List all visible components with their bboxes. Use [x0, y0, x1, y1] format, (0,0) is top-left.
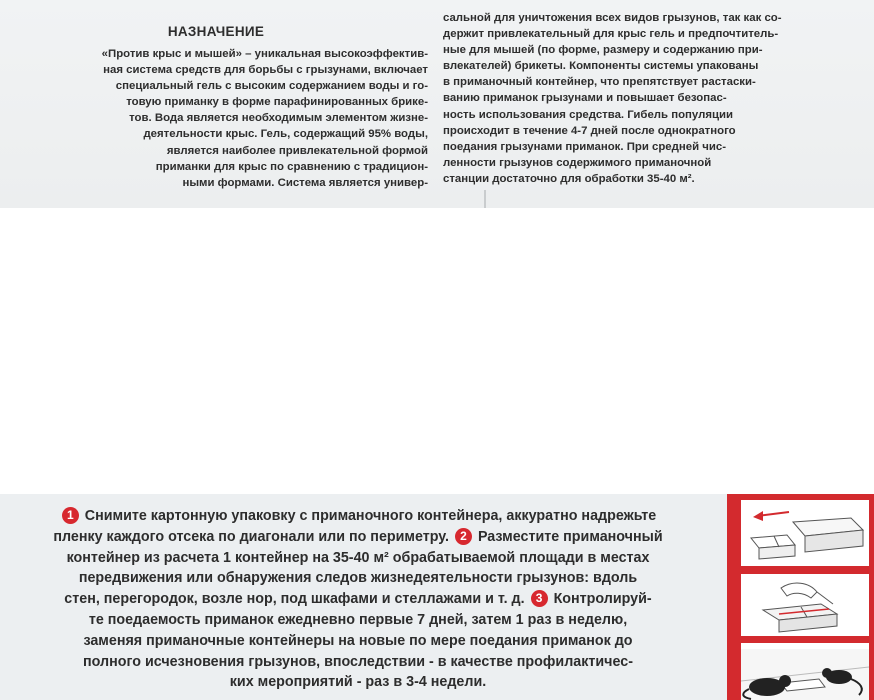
purpose-line: «Против крыс и мышей» – уникальная высокоэффектив- — [101, 48, 428, 60]
purpose-heading: НАЗНАЧЕНИЕ — [167, 24, 265, 39]
purpose-line: деятельности крыс. Гель, содержащий 95% воды, — [143, 128, 428, 141]
purpose-line: в приманочный контейнер, что препятствует растаски- — [443, 76, 756, 89]
hand-cutting-icon — [741, 574, 869, 636]
purpose-right-column — [443, 10, 861, 187]
step-number-badge: 2 — [455, 528, 472, 545]
rats-icon — [741, 643, 869, 700]
purpose-line: происходит в течение 4-7 дней после однократного — [443, 124, 736, 137]
remove-sleeve-illustration — [741, 500, 869, 566]
cut-film-illustration — [741, 574, 869, 636]
purpose-line: товую приманку в форме парафинированных брике- — [126, 96, 428, 109]
purpose-line: держит привлекательный для крыс гель и предпочтитель- — [443, 28, 779, 41]
container-box-icon — [741, 500, 869, 566]
rats-eating-illustration — [741, 643, 869, 700]
instruction-line: те поедаемость приманок ежедневно первые 7 дней, затем 1 раз в неделю, — [88, 611, 628, 628]
purpose-line: ванию приманок грызунами и повышает безопас- — [443, 92, 727, 105]
purpose-line: приманки для крыс по сравнению с традицион- — [155, 160, 428, 173]
instruction-text: Контролируй- — [553, 591, 652, 608]
instruction-line — [0, 506, 716, 527]
instruction-text: стен, перегородок, возле нор, под шкафами и стеллажами и т. д. — [64, 591, 525, 608]
instruction-line: полного исчезновения грызунов, впоследствии - в качестве профилактичес- — [83, 653, 633, 670]
purpose-panel — [0, 0, 874, 208]
step-number-badge: 1 — [62, 507, 79, 524]
instructions-text — [0, 506, 716, 693]
purpose-line: влекателей) брикеты. Компоненты системы упакованы — [443, 60, 759, 73]
purpose-line: ность использования средства. Гибель популяции — [443, 108, 733, 121]
instruction-text: пленку каждого отсека по диагонали или по периметру. — [53, 528, 449, 545]
instruction-line — [0, 527, 716, 548]
purpose-line: ленности грызунов содержимого приманочной — [443, 156, 712, 169]
purpose-line: поедания грызунами приманок. При средней чис- — [443, 140, 726, 153]
purpose-line: сальной для уничтожения всех видов грызунов, так как со- — [443, 12, 782, 24]
purpose-line: специальный гель с высоким содержанием воды и го- — [115, 80, 428, 93]
purpose-left-column — [4, 10, 428, 191]
purpose-line: тов. Вода является необходимым элементом жизне- — [129, 112, 428, 125]
instruction-text: Разместите приманочный — [477, 528, 663, 545]
purpose-line: ные для мышей (по форме, размеру и содержанию при- — [443, 44, 763, 57]
instruction-line: ких мероприятий - раз в 3-4 недели. — [229, 674, 487, 691]
instruction-line: передвижения или обнаружения следов жизнедеятельности грызунов: вдоль — [78, 570, 638, 587]
purpose-line: является наиболее привлекательной формой — [166, 144, 428, 157]
instruction-text: Снимите картонную упаковку с приманочного контейнера, аккуратно надрежьте — [84, 508, 657, 524]
instruction-line: заменяя приманочные контейнеры на новые по мере поедания приманок до — [83, 632, 633, 649]
purpose-line: станции достаточно для обработки 35-40 м². — [443, 172, 695, 185]
fold-mark — [484, 190, 486, 208]
step-number-badge: 3 — [531, 590, 548, 607]
instruction-line: контейнер из расчета 1 контейнер на 35-40 м² обрабатываемой площади в местах — [66, 549, 650, 566]
instruction-line — [0, 589, 716, 610]
purpose-line: ная система средств для борьбы с грызунами, включает — [103, 64, 428, 77]
purpose-line: ными формами. Система является универ- — [182, 176, 428, 189]
